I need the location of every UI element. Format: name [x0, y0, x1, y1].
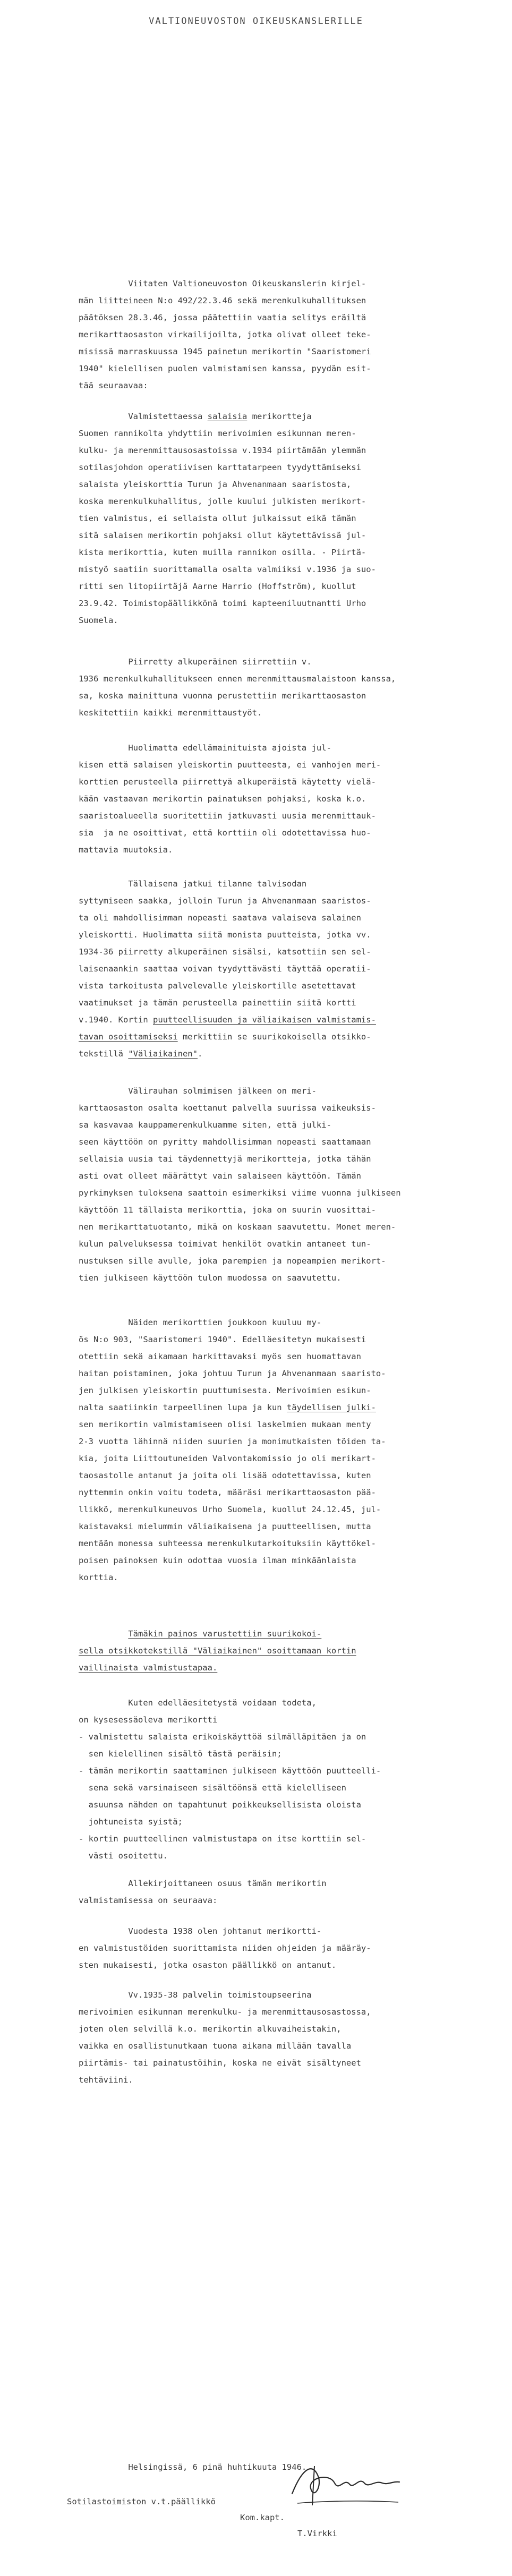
- paragraph-line: kia, joita Liittoutuneiden Valvontakomissio jo oli merikart-: [79, 1454, 376, 1463]
- paragraph-line: on kysesessäoleva merikortti: [79, 1715, 218, 1725]
- underlined-text: puutteellisuuden ja väliaikaisen valmistamis-: [152, 1015, 376, 1025]
- paragraph-line: vaatimukset ja tämän perusteella painettiin siitä kortti: [79, 998, 356, 1008]
- paragraph-line: nustuksen sille avulle, joka parempien ja nopeampien merikort-: [79, 1256, 386, 1266]
- paragraph-line: korttia.: [79, 1573, 118, 1582]
- signer-name-line: T.Virkki: [297, 2529, 337, 2538]
- paragraph-line: koska merenkulkuhallitus, jolle kuului julkisten merikort-: [79, 497, 366, 506]
- paragraph-line: - tämän merikortin saattaminen julkiseen käyttöön puutteelli-: [79, 1766, 381, 1776]
- paragraph-line: västi osoitettu.: [79, 1851, 168, 1861]
- paragraph-line: sia ja ne osoittivat, että korttiin oli odotettavissa huo-: [79, 828, 371, 838]
- paragraph-line: kulku- ja merenmittausosastoissa v.1934 piirtämään ylemmän: [79, 446, 366, 455]
- paragraph-line: yleiskortti. Huolimatta siitä monista puutteista, jotka vv.: [79, 930, 371, 940]
- paragraph-line: merikarttaosaston virkailijoilta, jotka olivat olleet teke-: [79, 330, 371, 339]
- paragraph-line: saaristoalueella suoritettiin jatkuvasti uusia merenmittauk-: [79, 811, 376, 821]
- paragraph-line: sen merikortin valmistamiseen olisi laskelmien mukaan menty: [79, 1420, 371, 1429]
- paragraph-line: asuunsa nähden on tapahtunut poikkeuksellisista oloista: [79, 1800, 361, 1810]
- underlined-text: Tämäkin painos varustettiin suurikokoi-: [128, 1629, 322, 1639]
- paragraph-line: kista merikorttia, kuten muilla rannikon osilla. - Piirtä-: [79, 548, 366, 557]
- document-heading: VALTIONEUVOSTON OIKEUSKANSLERILLE: [149, 16, 363, 27]
- paragraph-line: nyttemmin onkin voitu todeta, määräsi merikarttaosaston pää-: [79, 1488, 376, 1497]
- underlined-text: täydellisen julki-: [286, 1403, 376, 1412]
- paragraph-line: mattavia muutoksia.: [79, 845, 173, 855]
- paragraph-line: 2-3 vuotta lähinnä niiden suurien ja monimutkaisten töiden ta-: [79, 1437, 386, 1446]
- paragraph: [79, 1986, 482, 2088]
- paragraph-line: - valmistettu salaista erikoiskäyttöä silmälläpitäen ja on: [79, 1732, 366, 1742]
- paragraph-line: sa, koska mainittuna vuonna perustettiin merikarttaosaston: [79, 691, 366, 701]
- paragraph: [79, 875, 482, 1062]
- paragraph-line: Vv.1935-38 palvelin toimistoupseerina: [79, 1990, 312, 2000]
- signer-rank-line: Kom.kapt.: [240, 2513, 285, 2522]
- paragraph-line: päätöksen 28.3.46, jossa päätettiin vaatia selitys eräiltä: [79, 313, 366, 322]
- paragraph-line: Suomela.: [79, 616, 118, 625]
- paragraph-line: ta oli mahdollisimman nopeasti saatava valaiseva salainen: [79, 913, 361, 923]
- paragraph-line: laisenaankin saattaa voivan tyydyttävästi täyttää operatii-: [79, 964, 371, 974]
- paragraph-line: poisen painoksen kuin odottaa vuosia ilman minkäänlaista: [79, 1556, 356, 1565]
- place-date-line: Helsingissä, 6 pinä huhtikuuta 1946.: [79, 2462, 307, 2472]
- paragraph-line: sitä salaisen merikortin pohjaksi ollut käytettävissä jul-: [79, 531, 366, 540]
- paragraph-line: Valmistettaessa salaisia merikortteja: [79, 412, 312, 421]
- paragraph-line: keskitettiin kaikki merenmittaustyöt.: [79, 708, 262, 718]
- paragraph: [79, 653, 482, 721]
- paragraph-line: [79, 1625, 482, 1642]
- paragraph-line: valmistamisessa on seuraava:: [79, 1896, 218, 1905]
- underlined-text: tavan osoittamiseksi: [79, 1032, 178, 1042]
- paragraph-line: en valmistustöiden suorittamista niiden ohjeiden ja määräy-: [79, 1943, 371, 1953]
- paragraph: [79, 739, 482, 858]
- paragraph-line: sen kielellinen sisältö tästä peräisin;: [79, 1749, 282, 1759]
- paragraph-line: nen merikarttatuotanto, mikä on koskaan saavutettu. Monet meren-: [79, 1222, 396, 1232]
- paragraph-line: sa kasvavaa kauppamerenkulkuamme siten, että julki-: [79, 1120, 331, 1130]
- paragraph-line: - kortin puutteellinen valmistustapa on itse korttiin sel-: [79, 1834, 366, 1844]
- paragraph-line: Kuten edelläesitetystä voidaan todeta,: [79, 1698, 317, 1708]
- paragraph-line: Viitaten Valtioneuvoston Oikeuskanslerin kirjel-: [79, 279, 366, 288]
- underlined-text: salaisia: [207, 412, 248, 421]
- paragraph: [79, 1625, 482, 1676]
- paragraph-line: joten olen selvillä k.o. merikortin alkuvaiheistakin,: [79, 2024, 342, 2034]
- paragraph-line: [79, 1642, 482, 1659]
- paragraph-line: tehtäviini.: [79, 2075, 133, 2085]
- paragraph-line: 1940" kielellisen puolen valmistamisen kanssa, pyydän esit-: [79, 364, 371, 373]
- paragraph-line: män liitteineen N:o 492/22.3.46 sekä merenkulkuhallituksen: [79, 296, 366, 305]
- paragraph-line: sena sekä varsinaiseen sisältöönsä että kielelliseen: [79, 1783, 346, 1793]
- paragraph-line: tavan osoittamiseksi merkittiin se suurikokoisella otsikko-: [79, 1032, 371, 1042]
- paragraph-line: vista tarkoitusta palvelevalle yleiskortille asetettavat: [79, 981, 356, 991]
- paragraph-line: sotilasjohdon operatiivisen karttatarpeen tyydyttämiseksi: [79, 463, 361, 472]
- paragraph-line: mistyö saatiin suorittamalla osalta valmiiksi v.1936 ja suo-: [79, 565, 376, 574]
- paragraph-line: seen käyttöön on pyritty mahdollisimman nopeasti saattamaan: [79, 1137, 371, 1147]
- paragraph-line: kulun palveluksessa toimivat henkilöt ovatkin antaneet tun-: [79, 1239, 371, 1249]
- paragraph: [79, 408, 482, 629]
- paragraph-line: ös N:o 903, "Saaristomeri 1940". Edelläesitetyn mukaisesti: [79, 1335, 366, 1344]
- paragraph-line: jen julkisen yleiskortin puuttumisesta. Merivoimien esikun-: [79, 1386, 371, 1395]
- paragraph-line: tää seuraavaa:: [79, 381, 148, 390]
- underlined-text: "Väliaikainen": [128, 1049, 198, 1059]
- paragraph-line: misissä marraskuussa 1945 painetun merikortin "Saaristomeri: [79, 347, 371, 356]
- paragraph-line: Vuodesta 1938 olen johtanut merikortti-: [79, 1926, 322, 1936]
- underlined-text: sella otsikkotekstillä "Väliaikainen" osoittamaan kortin: [79, 1646, 356, 1656]
- paragraph-line: käyttöön 11 tällaista merikorttia, joka on suurin vuosittai-: [79, 1205, 376, 1215]
- paragraph: [79, 1082, 482, 1286]
- paragraph-line: 23.9.42. Toimistopäällikkönä toimi kapteeniluutnantti Urho: [79, 599, 366, 608]
- paragraph-line: Suomen rannikolta yhdyttiin merivoimien esikunnan meren-: [79, 429, 356, 438]
- paragraph-line: v.1940. Kortin puutteellisuuden ja väliaikaisen valmistamis-: [79, 1015, 376, 1025]
- paragraph-line: Näiden merikorttien joukkoon kuuluu my-: [79, 1318, 322, 1327]
- paragraph-line: merivoimien esikunnan merenkulku- ja merenmittausosastossa,: [79, 2007, 371, 2017]
- handwritten-signature: [281, 2456, 404, 2515]
- paragraph-line: kaistavaksi mielummin väliaikaisena ja puutteellisen, mutta: [79, 1522, 371, 1531]
- paragraph: [79, 1694, 482, 1864]
- paragraph-line: karttaosaston osalta koettanut palvella suurissa vaikeuksis-: [79, 1103, 376, 1113]
- paragraph-line: tien julkiseen käyttöön tulon muodossa on saavutettu.: [79, 1273, 342, 1283]
- paragraph-line: llikkö, merenkulkuneuvos Urho Suomela, kuollut 24.12.45, jul-: [79, 1505, 381, 1514]
- paragraph-line: nalta saatiinkin tarpeellinen lupa ja kun täydellisen julki-: [79, 1403, 376, 1412]
- paragraph-line: Huolimatta edellämainituista ajoista jul-: [79, 743, 331, 753]
- paragraph: [79, 275, 482, 394]
- paragraph-line: tekstillä "Väliaikainen".: [79, 1049, 203, 1059]
- paragraph-line: 1934-36 piirretty alkuperäinen sisälsi, katsottiin sen sel-: [79, 947, 371, 957]
- paragraph: [79, 1923, 482, 1974]
- paragraph-line: mentään monessa suhteessa merenkulkutarkoituksiin käyttökel-: [79, 1539, 376, 1548]
- paragraph-line: Allekirjoittaneen osuus tämän merikortin: [79, 1879, 327, 1888]
- paragraph-line: kisen että salaisen yleiskortin puutteesta, ei vanhojen meri-: [79, 760, 381, 770]
- paragraph-line: ritti sen litopiirtäjä Aarne Harrio (Hoffström), kuollut: [79, 582, 356, 591]
- paragraph-line: johtuneista syistä;: [79, 1817, 183, 1827]
- paragraph-line: syttymiseen saakka, jolloin Turun ja Ahvenanmaan saaristos-: [79, 896, 371, 906]
- paragraph-line: pyrkimyksen tuloksena saattoin esimerkiksi viime vuonna julkiseen: [79, 1188, 401, 1198]
- paragraph-line: vaikka en osallistunutkaan tuona aikana millään tavalla: [79, 2041, 352, 2051]
- paragraph: [79, 1875, 482, 1909]
- paragraph-line: asti ovat olleet määrättyt vain salaiseen käyttöön. Tämän: [79, 1171, 361, 1181]
- paragraph-line: kään vastaavan merikortin painatuksen pohjaksi, koska k.o.: [79, 794, 366, 804]
- paragraph-line: [79, 1659, 482, 1676]
- paragraph-line: taosastolle antanut ja joita oli lisää odotettavissa, kuten: [79, 1471, 371, 1480]
- paragraph-line: sten mukaisesti, jotka osaston päällikkö on antanut.: [79, 1960, 337, 1970]
- paragraph-line: otettiin sekä aikamaan harkittavaksi myös sen huomattavan: [79, 1352, 361, 1361]
- paragraph-line: salaista yleiskorttia Turun ja Ahvenanmaan saaristosta,: [79, 480, 352, 489]
- paragraph: [79, 1314, 482, 1586]
- signer-title-line: Sotilastoimiston v.t.päällikkö: [67, 2497, 216, 2506]
- underlined-text: vaillinaista valmistustapaa.: [79, 1663, 218, 1673]
- paragraph-line: sellaisia uusia tai täydennettyjä merikortteja, jotka tähän: [79, 1154, 371, 1164]
- paragraph-line: piirtämis- tai painatustöihin, koska ne eivät sisältyneet: [79, 2058, 361, 2068]
- paragraph-line: Välirauhan solmimisen jälkeen on meri-: [79, 1086, 317, 1096]
- paragraph-line: Tällaisena jatkui tilanne talvisodan: [79, 879, 307, 889]
- paragraph-line: Piirretty alkuperäinen siirrettiin v.: [79, 657, 312, 667]
- paragraph-line: korttien perusteella piirrettyä alkuperäistä käytetty vielä-: [79, 777, 376, 787]
- paragraph-line: haitan poistaminen, joka johtuu Turun ja Ahvenanmaan saaristo-: [79, 1369, 386, 1378]
- paragraph-line: tien valmistus, ei sellaista ollut julkaissut eikä tämän: [79, 514, 356, 523]
- paragraph-line: 1936 merenkulkuhallitukseen ennen merenmittausmalaistoon kanssa,: [79, 674, 396, 684]
